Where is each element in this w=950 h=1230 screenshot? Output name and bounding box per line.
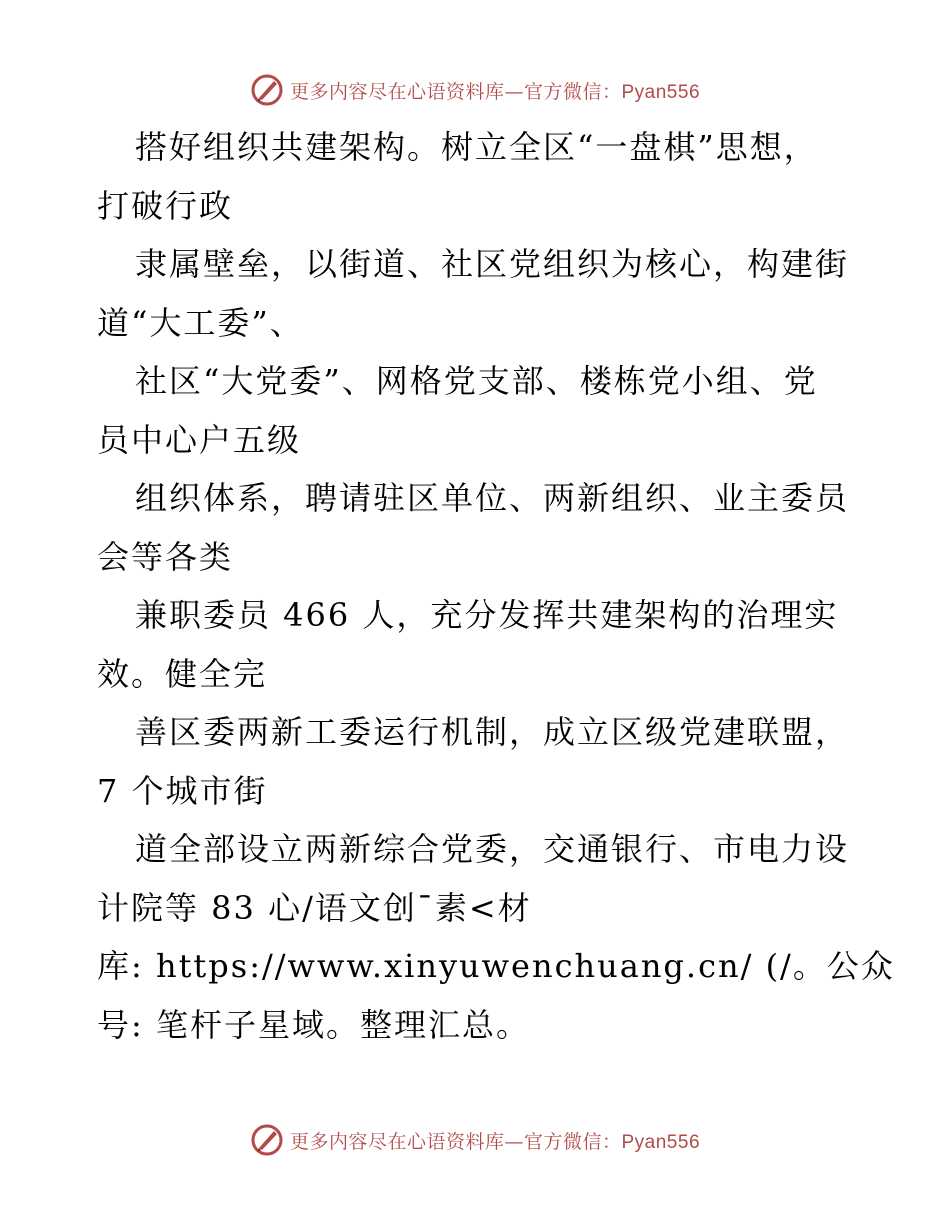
quill-logo-icon [250,73,284,107]
paragraph-2-line-2: 道“大工委”、 [97,303,304,342]
paragraph-7-line-2: 计院等 83 心/语文创¯素<材 [97,888,532,927]
paragraph-2-line-1: 隶属壁垒，以街道、社区党组织为核心，构建街 [135,245,850,283]
paragraph-3-line-1: 社区“大党委”、网格党支部、楼栋党小组、党 [135,362,818,400]
document-body [97,118,895,1054]
tail-line-1: 库: https://www.xinyuwenchuang.cn/ (/。公众 [97,947,895,985]
paragraph-1-line-2: 打破行政 [97,186,234,225]
paragraph-4-line-1: 组织体系，聘请驻区单位、两新组织、业主委员 [135,479,850,517]
paragraph-7-line-1: 道全部设立两新综合党委，交通银行、市电力设 [135,830,850,868]
paragraph-1-line-1: 搭好组织共建架构。树立全区“一盘棋”思想， [135,128,818,166]
quill-logo-icon [250,1123,284,1157]
paragraph-6-line-1: 善区委两新工委运行机制，成立区级党建联盟， [135,713,850,751]
tail-line-2: 号: 笔杆子星域。整理汇总。 [97,1005,530,1044]
paragraph-5-line-1: 兼职委员 466 人，充分发挥共建架构的治理实 [135,596,839,634]
paragraph-3-line-2: 员中心户五级 [97,420,302,459]
paragraph-4-line-2: 会等各类 [97,537,234,576]
header-watermark [0,70,950,110]
footer-watermark [0,1120,950,1160]
watermark-text: 更多内容尽在心语资料库—官方微信：Pyan556 [289,80,701,103]
paragraph-5-line-2: 效。健全完 [97,654,268,693]
paragraph-6-line-2: 7 个城市街 [97,771,268,810]
watermark-text: 更多内容尽在心语资料库—官方微信：Pyan556 [289,1130,701,1153]
